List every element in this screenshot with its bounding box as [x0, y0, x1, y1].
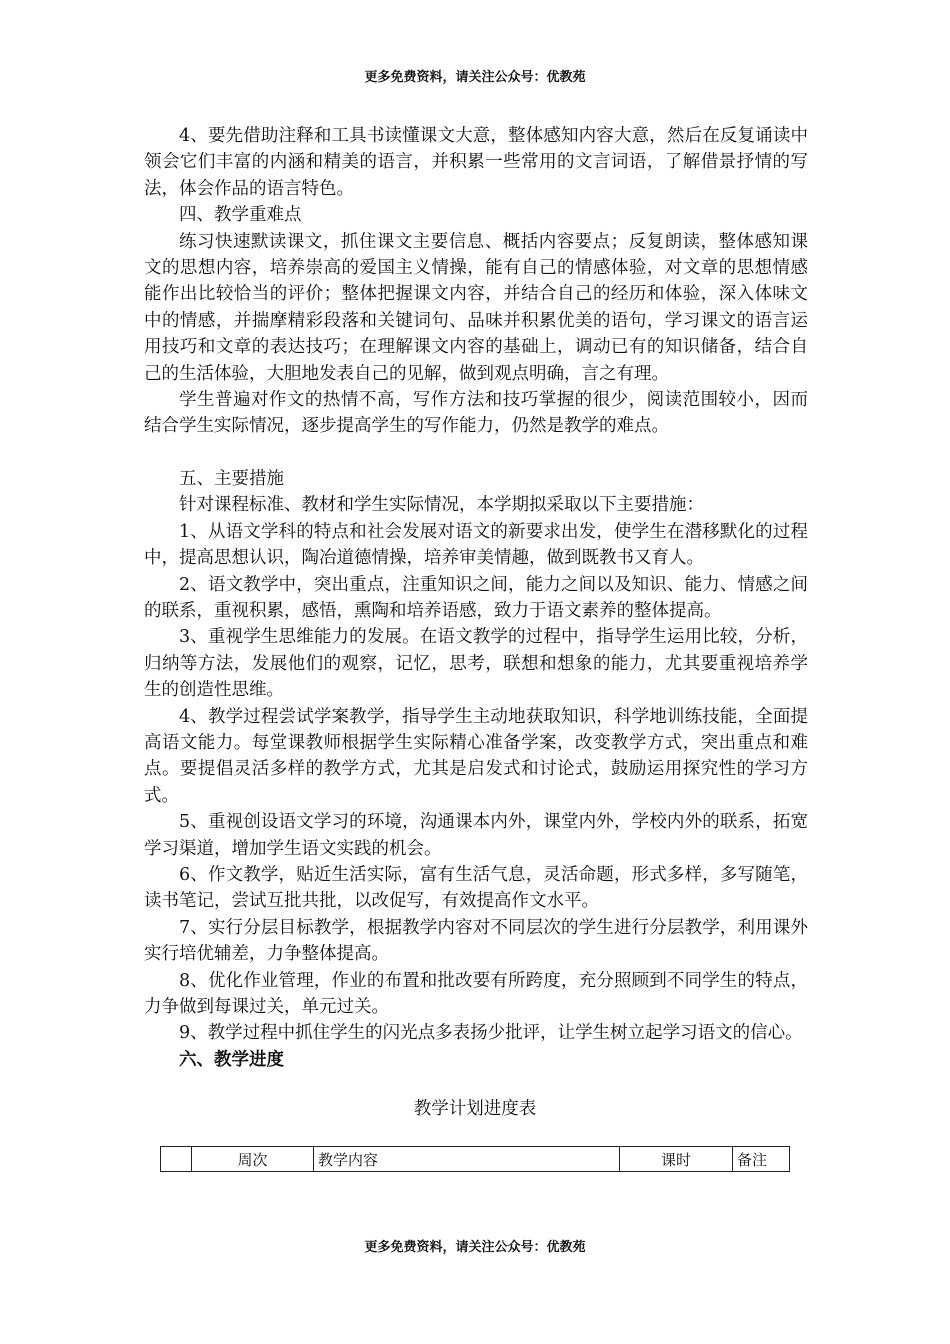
table-header-cell: 教学内容	[314, 1147, 620, 1172]
table-header-row	[161, 1147, 790, 1172]
measure-7: 7、实行分层目标教学，根据教学内容对不同层次的学生进行分层教学，利用课外实行培优辅差，力争整体提高。	[144, 917, 808, 965]
measure-8: 8、优化作业管理，作业的布置和批改要有所跨度，充分照顾到不同学生的特点，力争做到每课过关，单元过关。	[144, 970, 808, 1017]
table-header-cell: 周次	[192, 1147, 314, 1172]
schedule-table	[160, 1146, 790, 1172]
measure-4: 4、教学过程尝试学案教学，指导学生主动地获取知识，科学地训练技能，全面提高语文能力。每堂课教师根据学生实际精心准备学案，改变教学方式，突出重点和难点。要提倡灵活多样的教学方式，尤其是启发式和讨论式，鼓励运用探究性的学习方式。	[144, 706, 808, 806]
paragraph-item-4: 4、要先借助注释和工具书读懂课文大意，整体感知内容大意，然后在反复诵读中领会它们丰富的内涵和精美的语言，并积累一些常用的文言词语，了解借景抒情的写法，体会作品的语言特色。	[144, 126, 808, 199]
table-header-cell: 课时	[620, 1147, 733, 1172]
section-heading-6: 六、教学进度	[179, 1049, 284, 1070]
measure-9: 9、教学过程中抓住学生的闪光点多表扬少批评，让学生树立起学习语文的信心。	[179, 1023, 803, 1044]
paragraph-key-points: 练习快速默读课文，抓住课文主要信息、概括内容要点；反复朗读，整体感知课文的思想内容，培养崇高的爱国主义情操，能有自己的情感体验，对文章的思想情感能作出比较恰当的评价；整体把握课文内容，并结合自己的经历和体验，深入体味文中的情感，并揣摩精彩段落和关键词句、品味并积累优美的语句，学习课文的语言运用技巧和文章的表达技巧；在理解课文内容的基础上，调动已有的知识储备，结合自己的生活体验，大胆地发表自己的见解，做到观点明确，言之有理。	[144, 231, 808, 384]
paragraph-difficulty: 学生普遍对作文的热情不高，写作方法和技巧掌握的很少，阅读范围较小，因而结合学生实际情况，逐步提高学生的写作能力，仍然是教学的难点。	[144, 390, 808, 437]
section-heading-5: 五、主要措施	[179, 468, 284, 489]
page-footer: 更多免费资料，请关注公众号：优教苑	[364, 1240, 586, 1255]
measure-3: 3、重视学生思维能力的发展。在语文教学的过程中，指导学生运用比较，分析，归纳等方法，发展他们的观察，记忆，思考，联想和想象的能力，尤其要重视培养学生的创造性思维。	[144, 627, 808, 701]
section-heading-4: 四、教学重难点	[179, 205, 302, 226]
measure-5: 5、重视创设语文学习的环境，沟通课本内外，课堂内外，学校内外的联系，拓宽学习渠道，增加学生语文实践的机会。	[144, 812, 808, 859]
measure-1: 1、从语文学科的特点和社会发展对语文的新要求出发，使学生在潜移默化的过程中，提高思想认识，陶冶道德情操，培养审美情趣，做到既教书又育人。	[144, 521, 808, 569]
table-header-cell	[161, 1147, 192, 1172]
table-header-cell: 备注	[733, 1147, 790, 1172]
table-title: 教学计划进度表	[413, 1099, 537, 1119]
paragraph-measures-intro: 针对课程标准、教材和学生实际情况，本学期拟采取以下主要措施：	[179, 495, 704, 516]
document-body	[144, 123, 808, 1073]
measure-2: 2、语文教学中，突出重点，注重知识之间，能力之间以及知识、能力、情感之间的联系，重视积累，感悟，熏陶和培养语感，致力于语文素养的整体提高。	[144, 574, 808, 621]
measure-6: 6、作文教学，贴近生活实际，富有生活气息，灵活命题，形式多样，多写随笔，读书笔记，尝试互批共批，以改促写，有效提高作文水平。	[144, 864, 808, 912]
page-header: 更多免费资料，请关注公众号：优教苑	[364, 70, 586, 85]
